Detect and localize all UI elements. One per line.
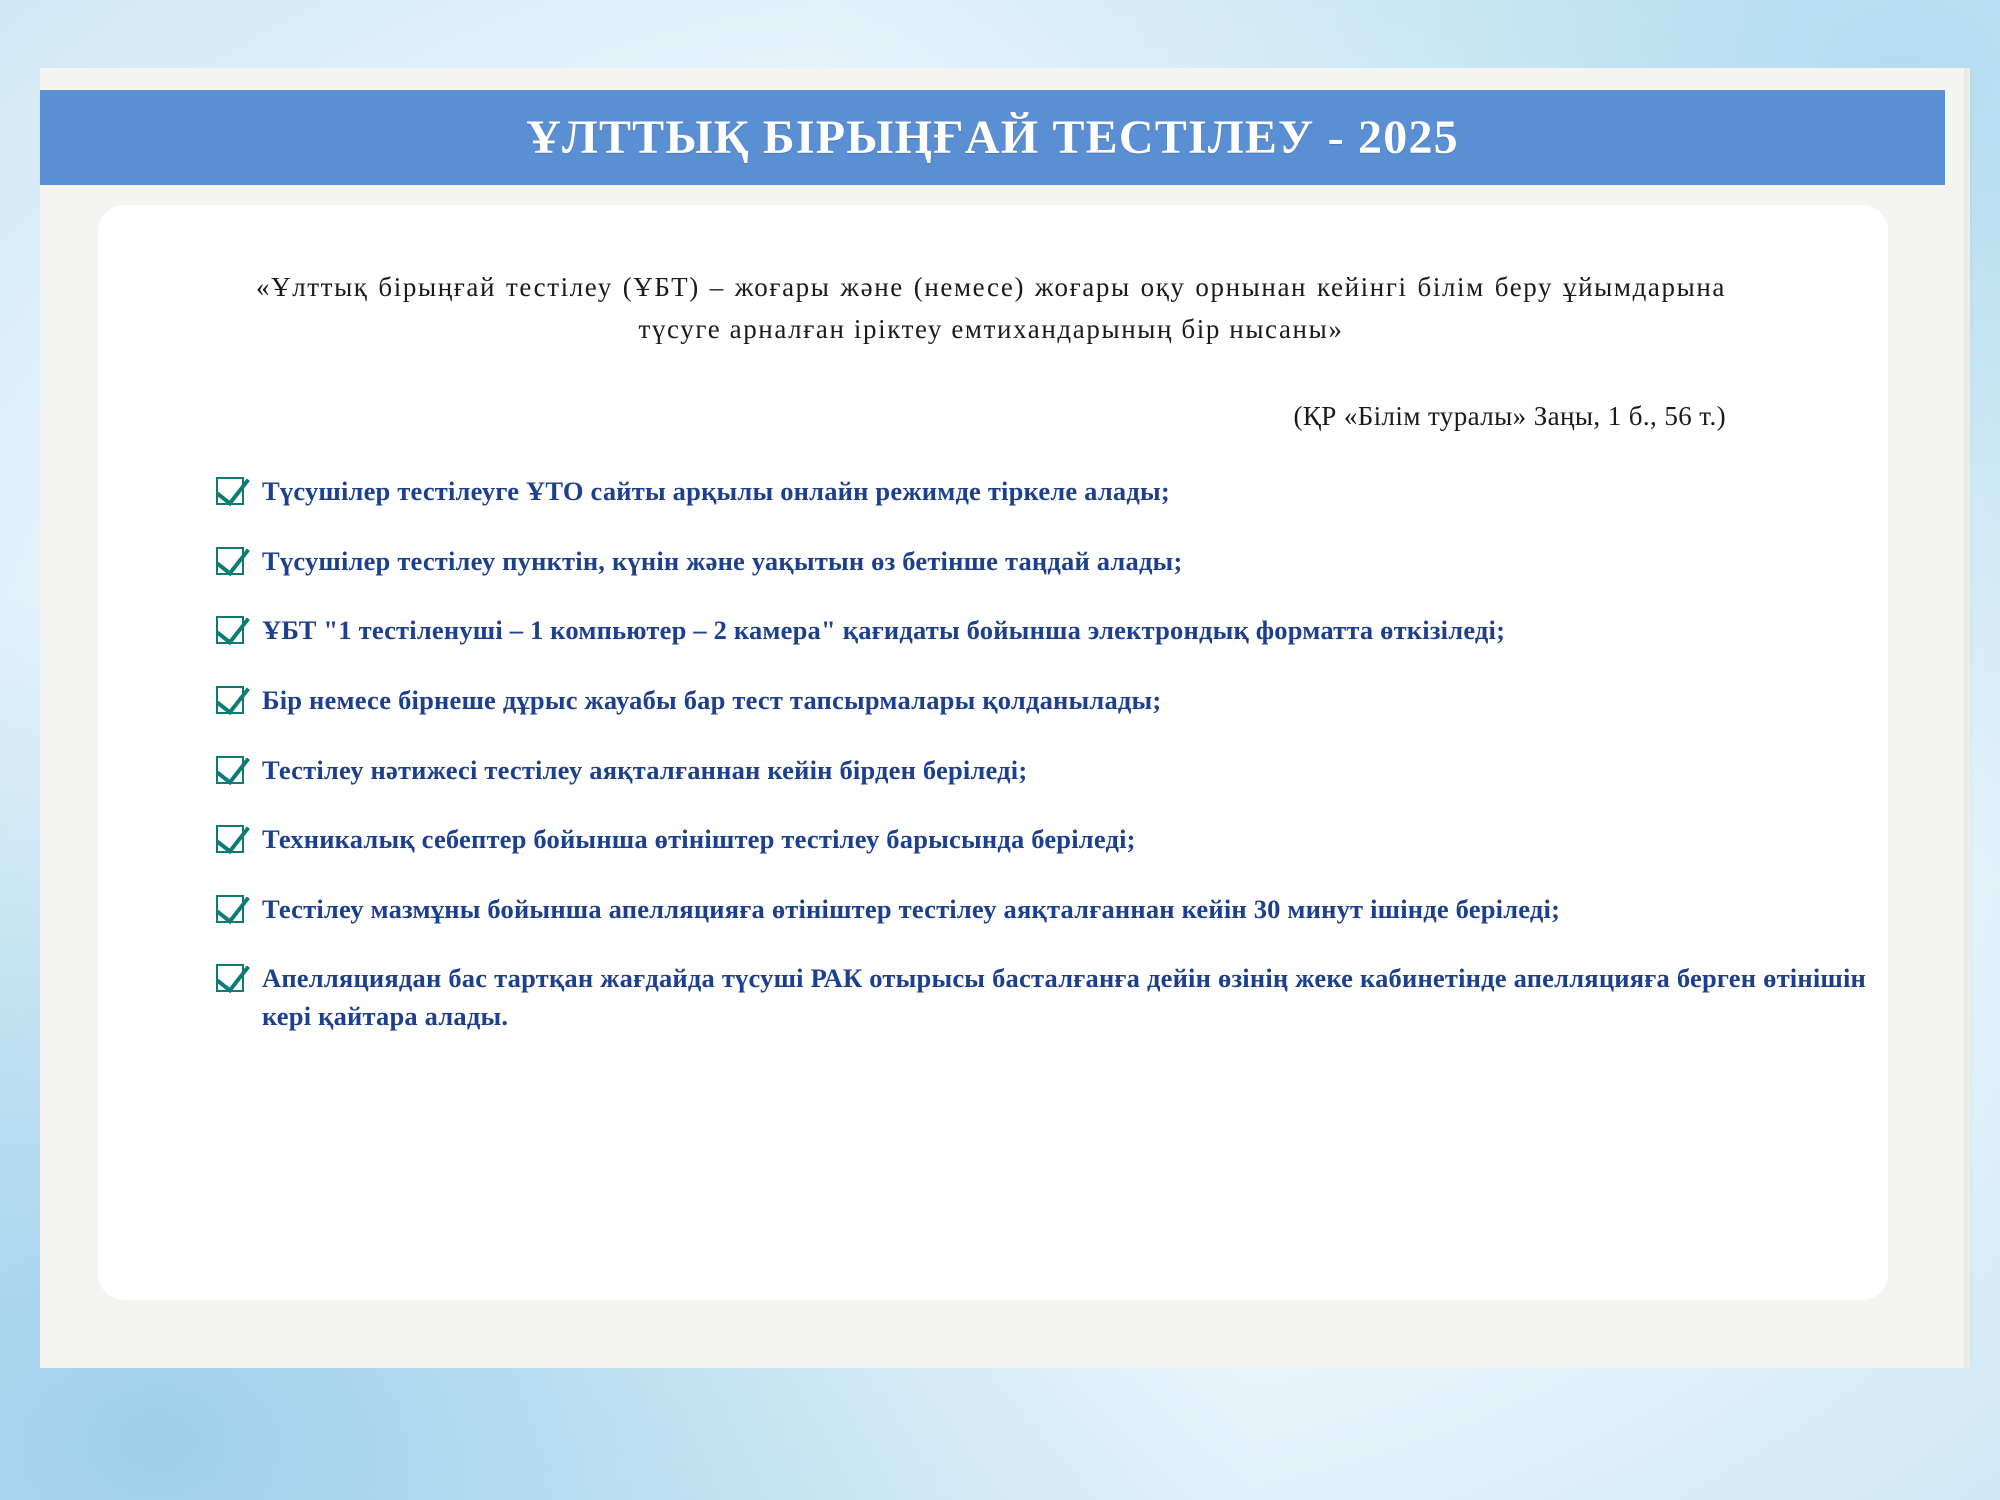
page-title: ҰЛТТЫҚ БІРЫҢҒАЙ ТЕСТІЛЕУ - 2025 bbox=[526, 111, 1459, 164]
check-icon bbox=[216, 477, 244, 505]
slide-title-bar bbox=[40, 90, 1945, 185]
slide-frame-edge bbox=[1964, 68, 1974, 1368]
list-item bbox=[216, 473, 1866, 511]
list-item bbox=[216, 960, 1866, 1035]
list-item bbox=[216, 543, 1866, 581]
list-item bbox=[216, 752, 1866, 790]
check-icon bbox=[216, 616, 244, 644]
list-item-label: Апелляциядан бас тартқан жағдайда түсуші РАК отырысы басталғанға дейін өзінің жеке кабинетінде апелляцияға берген өтінішін кері қайтара алады. bbox=[262, 963, 1866, 1031]
list-item bbox=[216, 821, 1866, 859]
bullet-list bbox=[216, 473, 1866, 1068]
list-item-label: Бір немесе бірнеше дұрыс жауабы бар тест тапсырмалары қолданылады; bbox=[262, 684, 1162, 715]
check-icon bbox=[216, 895, 244, 923]
list-item bbox=[216, 891, 1866, 929]
list-item-label: Тестілеу нәтижесі тестілеу аяқталғаннан кейін бірден беріледі; bbox=[262, 754, 1028, 785]
list-item-label: Түсушілер тестілеу пунктін, күнін және уақытын өз бетінше таңдай алады; bbox=[262, 545, 1183, 576]
list-item-label: Тестілеу мазмұны бойынша апелляцияға өтініштер тестілеу аяқталғаннан кейін 30 минут ішінде беріледі; bbox=[262, 893, 1561, 924]
check-icon bbox=[216, 825, 244, 853]
list-item bbox=[216, 612, 1866, 650]
check-icon bbox=[216, 547, 244, 575]
content-card bbox=[98, 205, 1888, 1300]
check-icon bbox=[216, 964, 244, 992]
list-item-label: Техникалық себептер бойынша өтініштер тестілеу барысында беріледі; bbox=[262, 824, 1136, 855]
list-item bbox=[216, 682, 1866, 720]
check-icon bbox=[216, 686, 244, 714]
check-icon bbox=[216, 756, 244, 784]
list-item-label: ҰБТ "1 тестіленуші – 1 компьютер – 2 камера" қағидаты бойынша электрондық форматта өткізіледі; bbox=[262, 615, 1506, 646]
list-item-label: Түсушілер тестілеуге ҰТО сайты арқылы онлайн режимде тіркеле алады; bbox=[262, 476, 1170, 506]
law-quote: «Ұлттық бірыңғай тестілеу (ҰБТ) – жоғары және (немесе) жоғары оқу орнынан кейінгі білім беру ұйымдарына түсуге арналған іріктеу емтихандарының бір нысаны» bbox=[256, 272, 1726, 344]
law-quote-source: (ҚР «Білім туралы» Заңы, 1 б., 56 т.) bbox=[1293, 401, 1726, 431]
